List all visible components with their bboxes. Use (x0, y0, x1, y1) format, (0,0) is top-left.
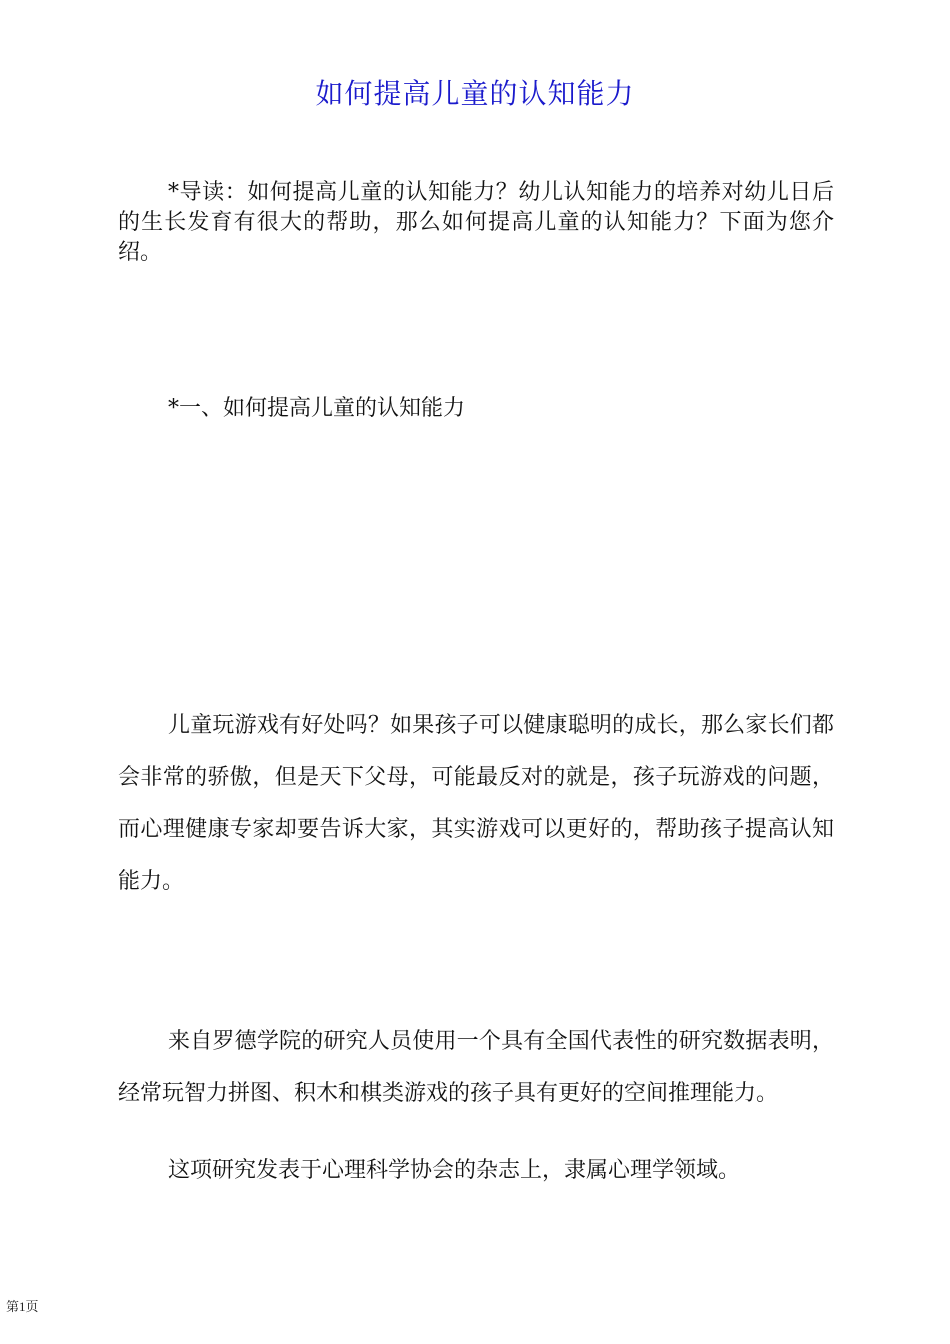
page-number-footer: 第1页 (6, 1299, 39, 1314)
intro-paragraph: *导读：如何提高儿童的认知能力？幼儿认知能力的培养对幼儿日后的生长发育有很大的帮助，那么如何提高儿童的认知能力？下面为您介绍。 (118, 180, 834, 265)
body-paragraph-2: 来自罗德学院的研究人员使用一个具有全国代表性的研究数据表明，经常玩智力拼图、积木和棋类游戏的孩子具有更好的空间推理能力。 (118, 1029, 834, 1106)
document-title: 如何提高儿童的认知能力 (315, 77, 635, 110)
body-paragraph-3: 这项研究发表于心理科学协会的杂志上，隶属心理学领域。 (168, 1158, 741, 1183)
body-paragraph-1: 儿童玩游戏有好处吗？如果孩子可以健康聪明的成长，那么家长们都会非常的骄傲，但是天下父母，可能最反对的就是，孩子玩游戏的问题，而心理健康专家却要告诉大家，其实游戏可以更好的，帮助孩子提高认知能力。 (118, 713, 834, 894)
section-heading: *一、如何提高儿童的认知能力 (168, 396, 466, 421)
